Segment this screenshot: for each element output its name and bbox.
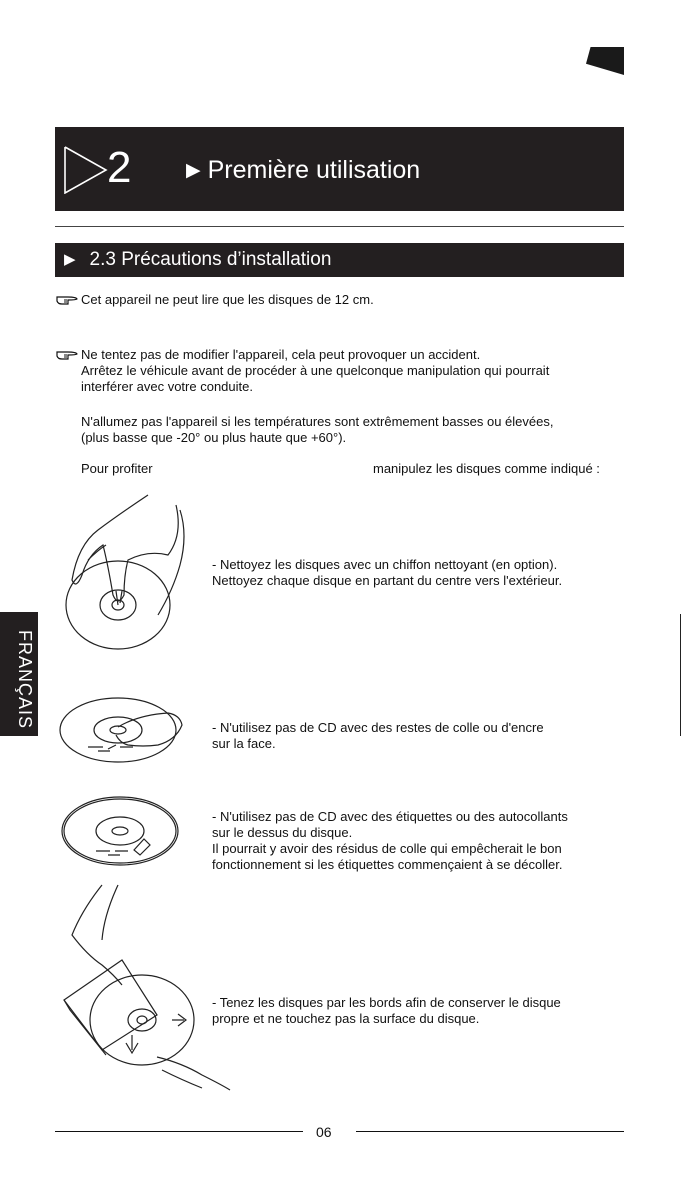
instruction-line: - N'utilisez pas de CD avec des restes de colle ou d'encre	[212, 720, 544, 735]
instruction-line: - Nettoyez les disques avec un chiffon nettoyant (en option).	[212, 557, 558, 572]
instruction-line: Il pourrait y avoir des résidus de colle qui empêcherait le bon	[212, 841, 562, 856]
disc-residue-illustration	[58, 695, 188, 765]
paragraph-line: Pour profiter	[81, 461, 153, 476]
divider-line	[55, 226, 624, 227]
corner-tab-marker	[586, 47, 624, 75]
chapter-arrow-icon	[64, 146, 108, 194]
pointing-hand-icon	[56, 348, 78, 360]
paragraph-line: manipulez les disques comme indiqué :	[373, 461, 600, 476]
play-triangle-icon: ▶	[64, 251, 76, 268]
pointing-hand-icon	[56, 293, 78, 305]
note-disc-size: Cet appareil ne peut lire que les disques de 12 cm.	[81, 292, 374, 307]
page-number: 06	[316, 1124, 332, 1140]
footer-line-right	[356, 1131, 624, 1132]
instruction-line: sur la face.	[212, 736, 276, 751]
disc-label-illustration	[60, 795, 180, 867]
instruction-line: fonctionnement si les étiquettes commençaient à se décoller.	[212, 857, 563, 872]
note-no-modify: Ne tentez pas de modifier l'appareil, cela peut provoquer un accident.	[81, 347, 481, 362]
instruction-line: - N'utilisez pas de CD avec des étiquettes ou des autocollants	[212, 809, 568, 824]
section-title	[64, 248, 331, 273]
chapter-number: 2	[107, 143, 132, 192]
instruction-line: sur le dessus du disque.	[212, 825, 353, 840]
disc-cleaning-illustration	[58, 495, 198, 655]
chapter-title-text: Première utilisation	[207, 156, 421, 184]
play-triangle-icon: ▶	[186, 160, 201, 181]
language-side-label: FRANÇAIS	[15, 630, 35, 730]
footer-line-left	[55, 1131, 303, 1132]
chapter-title	[186, 155, 420, 188]
instruction-line: Nettoyez chaque disque en partant du centre vers l'extérieur.	[212, 573, 563, 588]
instruction-line: propre et ne touchez pas la surface du disque.	[212, 1011, 480, 1026]
section-title-text: 2.3 Précautions d’installation	[89, 249, 332, 270]
paragraph-line: N'allumez pas l'appareil si les températures sont extrêmement basses ou élevées,	[81, 414, 554, 429]
disc-holding-illustration	[62, 885, 232, 1090]
instruction-line: - Tenez les disques par les bords afin de conserver le disque	[212, 995, 561, 1010]
paragraph-line: Arrêtez le véhicule avant de procéder à une quelconque manipulation qui pourrait	[81, 363, 550, 378]
paragraph-line: (plus basse que -20° ou plus haute que +60°).	[81, 430, 347, 445]
paragraph-line: interférer avec votre conduite.	[81, 379, 253, 394]
